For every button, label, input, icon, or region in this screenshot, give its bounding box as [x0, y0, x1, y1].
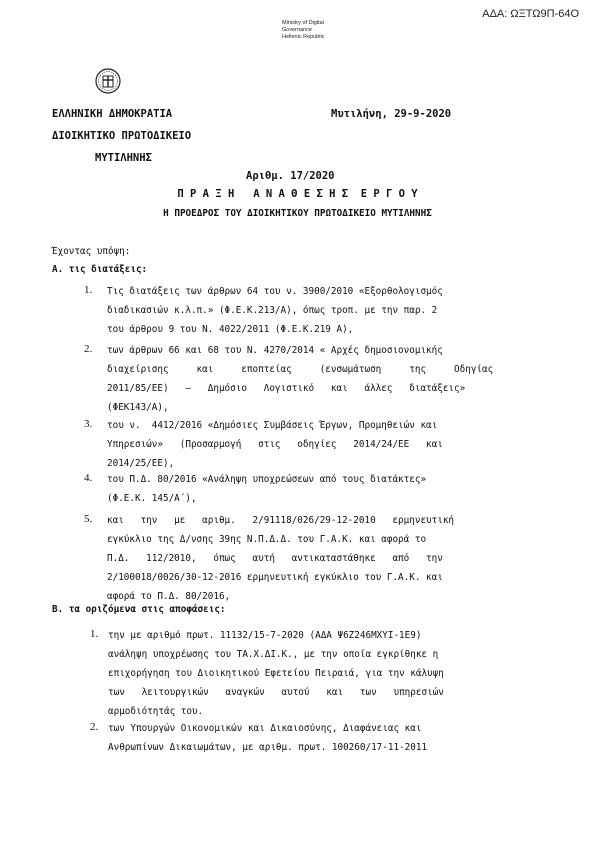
list-item-line: διαχείρισης και εποπτείας (ενσωμάτωση της Οδηγίας [107, 364, 494, 375]
list-item-line: Ανθρωπίνων Δικαιωμάτων, με αριθμ. πρωτ. 100260/17-11-2011 [108, 742, 428, 753]
ada-code: ΑΔΑ: ΩΞΤΩ9Π-64Ο [482, 8, 579, 20]
list-item-line: των λειτουργικών αναγκών αυτού και των υπηρεσιών [108, 687, 444, 698]
digital-signature-line: Hellenic Republic [282, 34, 325, 40]
list-item-line: του Π.Δ. 80/2016 «Ανάληψη υποχρεώσεων από τους διατάκτες» [107, 474, 427, 485]
list-item-line: (Φ.Ε.Κ. 145/Α΄), [107, 493, 197, 504]
list-item-line: διαδικασιών κ.λ.π.» (Φ.Ε.Κ.213/Α), όπως τροπ. με την παρ. 2 [107, 305, 438, 316]
header-city: ΜΥΤΙΛΗΝΗΣ [95, 152, 152, 164]
list-item-line: εγκύκλιο της Δ/νσης 39ης Ν.Π.Δ.Δ. του Γ.Α.Κ. και αφορά το [107, 534, 427, 545]
place-date: Μυτιλήνη, 29-9-2020 [331, 108, 452, 120]
list-item-number: 3. [84, 418, 93, 430]
digital-signature-line: Governance [282, 27, 312, 33]
list-item-line: ανάληψη υποχρέωσης του ΤΑ.Χ.ΔΙ.Κ., με την οποία εγκρίθηκε η [108, 649, 439, 660]
list-item-number: 4. [84, 472, 93, 484]
list-item-line: την με αριθμό πρωτ. 11132/15-7-2020 (ΑΔΑ Ψ6Ζ246ΜΧΥΙ-1Ε9) [108, 630, 422, 641]
greek-emblem-icon [95, 68, 121, 94]
list-item-line: του ν. 4412/2016 «Δημόσιες Συμβάσεις Έργων, Προμηθειών και [107, 420, 438, 431]
list-item-line: 2/100018/0026/30-12-2016 ερμηνευτική εγκύκλιο του Γ.Α.Κ. και [107, 572, 443, 583]
document-title: Π Ρ Α Ξ Η Α Ν Α Θ Ε Σ Η Σ Ε Ρ Γ Ο Υ [177, 188, 418, 200]
list-item-number: 1. [84, 284, 93, 296]
digital-signature-block [282, 20, 325, 41]
list-item-line: των Υπουργών Οικονομικών και Δικαιοσύνης, Διαφάνειας και [108, 723, 422, 734]
list-item-line: επιχορήγηση του Διοικητικού Εφετείου Πειραιά, για την κάλυψη [108, 668, 444, 679]
document-number: Αριθμ. 17/2020 [246, 170, 335, 182]
document-subtitle: Η ΠΡΟΕΔΡΟΣ ΤΟΥ ΔΙΟΙΚΗΤΙΚΟΥ ΠΡΩΤΟΔΙΚΕΙΟ ΜΥΤΙΛΗΝΗΣ [163, 208, 432, 219]
header-republic: ΕΛΛΗΝΙΚΗ ΔΗΜΟΚΡΑΤΙΑ [52, 108, 173, 120]
section-a-heading: Α. τις διατάξεις: [52, 264, 148, 275]
header-court: ΔΙΟΙΚΗΤΙΚΟ ΠΡΩΤΟΔΙΚΕΙΟ [52, 130, 192, 142]
list-item-line: 2014/25/ΕΕ), [107, 458, 175, 469]
list-item-number: 1. [90, 628, 99, 640]
digital-signature-line: Ministry of Digital [282, 20, 324, 26]
list-item-number: 2. [90, 721, 99, 733]
section-b-heading: Β. τα οριζόμενα στις αποφάσεις: [52, 604, 226, 615]
list-item-line: του άρθρου 9 του Ν. 4022/2011 (Φ.Ε.Κ.219 Α), [107, 324, 354, 335]
list-item-line: Τις διατάξεις των άρθρων 64 του ν. 3900/2010 «Εξορθολογισμός [107, 286, 443, 297]
list-item-line: (ΦΕΚ143/Α), [107, 402, 169, 413]
list-item-line: Π.Δ. 112/2010, όπως αυτή αντικαταστάθηκε από την [107, 553, 443, 564]
list-item-line: αρμοδιότητάς του. [108, 706, 204, 717]
list-item-number: 2. [84, 343, 93, 355]
list-item-line: 2011/85/ΕΕ) – Δημόσιο Λογιστικό και άλλες διατάξεις» [107, 383, 466, 394]
list-item-line: αφορά το Π.Δ. 80/2016, [107, 591, 231, 602]
list-item-line: και την με αριθμ. 2/91118/026/29-12-2010 ερμηνευτική [107, 515, 455, 526]
intro-text: Έχοντας υπόψη: [52, 246, 131, 257]
list-item-number: 5. [84, 513, 93, 525]
list-item-line: Υπηρεσιών» (Προσαρμογή στις οδηγίες 2014/24/ΕΕ και [107, 439, 443, 450]
list-item-line: των άρθρων 66 και 68 του Ν. 4270/2014 « Αρχές δημοσιονομικής [107, 345, 443, 356]
